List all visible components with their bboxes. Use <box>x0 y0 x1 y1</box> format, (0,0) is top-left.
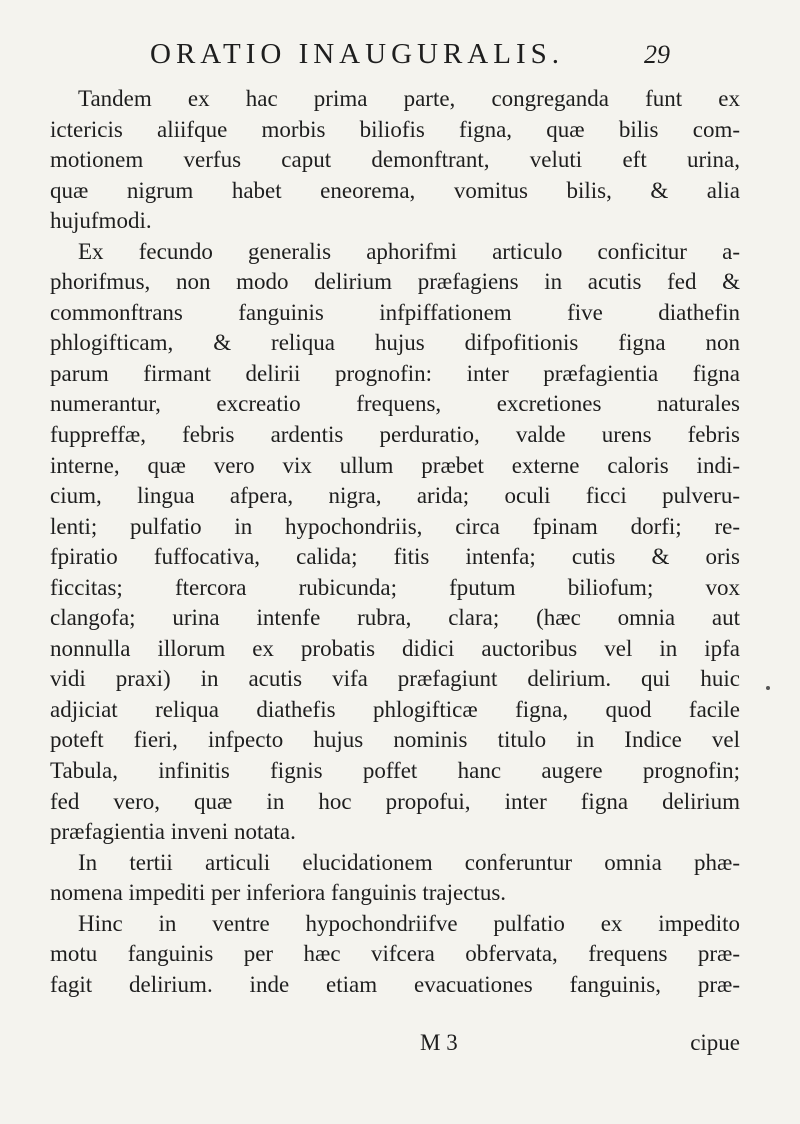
page-footer <box>50 1030 740 1062</box>
text-line: phlogifticam, & reliqua hujus difpofitionis figna non <box>50 330 740 356</box>
text-line: interne, quæ vero vix ullum præbet externe caloris indi- <box>50 452 740 478</box>
text-line: parum firmant delirii prognofin: inter præfagientia figna <box>50 360 740 386</box>
text-line: clangofa; urina intenfe rubra, clara; (hæc omnia aut <box>50 605 740 631</box>
catchword: cipue <box>690 1030 740 1055</box>
text-line: In tertii articuli elucidationem conferuntur omnia phæ- <box>78 849 740 875</box>
text-line: fpiratio fuffocativa, calida; fitis intenfa; cutis & oris <box>50 544 740 570</box>
text-line: lenti; pulfatio in hypochondriis, circa fpinam dorfi; re- <box>50 513 740 539</box>
text-line: poteft fieri, infpecto hujus nominis titulo in Indice vel <box>50 727 740 753</box>
text-line: ficcitas; ftercora rubicunda; fputum biliofum; vox <box>50 574 740 600</box>
margin-speck <box>766 686 770 690</box>
text-line: motionem verfus caput demonftrant, veluti eft urina, <box>50 147 740 173</box>
text-line: Tandem ex hac prima parte, congreganda funt ex <box>78 86 740 111</box>
text-line: commonftrans fanguinis infpiffationem five diathefin <box>50 299 740 325</box>
text-line: motu fanguinis per hæc vifcera obfervata, frequens præ- <box>50 941 740 967</box>
running-head <box>150 38 670 78</box>
text-line: adjiciat reliqua diathefis phlogifticæ figna, quod facile <box>50 696 740 722</box>
text-line: Hinc in ventre hypochondriifve pulfatio ex impedito <box>78 910 740 936</box>
text-line: phorifmus, non modo delirium præfagiens in acutis fed & <box>50 269 740 295</box>
text-line: vidi praxi) in acutis vifa præfagiunt delirium. qui huic <box>50 666 740 692</box>
text-line: numerantur, excreatio frequens, excretiones naturales <box>50 391 740 417</box>
text-line: nomena impediti per inferiora fanguinis trajectus. <box>50 880 507 906</box>
text-line: nonnulla illorum ex probatis didici auctoribus vel in ipfa <box>50 635 740 661</box>
running-title: ORATIO INAUGURALIS. <box>150 38 564 70</box>
text-line: fagit delirium. inde etiam evacuationes fanguinis, præ- <box>50 971 740 997</box>
text-line: cium, lingua afpera, nigra, arida; oculi ficci pulveru- <box>50 483 740 509</box>
text-line: præfagientia inveni notata. <box>50 819 296 845</box>
text-line: fed vero, quæ in hoc propofui, inter figna delirium <box>50 788 740 814</box>
body-text <box>50 84 740 1000</box>
text-line: ictericis aliifque morbis biliofis figna, quæ bilis com- <box>50 116 740 142</box>
text-line: fuppreffæ, febris ardentis perduratio, valde urens febris <box>50 422 740 448</box>
text-line: Tabula, infinitis fignis poffet hanc augere prognofin; <box>50 758 740 784</box>
signature-mark: M 3 <box>420 1030 458 1055</box>
page-number: 29 <box>644 40 670 69</box>
text-line: hujufmodi. <box>50 208 152 234</box>
text-line: quæ nigrum habet eneorema, vomitus bilis, & alia <box>50 177 740 203</box>
text-line: Ex fecundo generalis aphorifmi articulo conficitur a- <box>78 238 740 264</box>
